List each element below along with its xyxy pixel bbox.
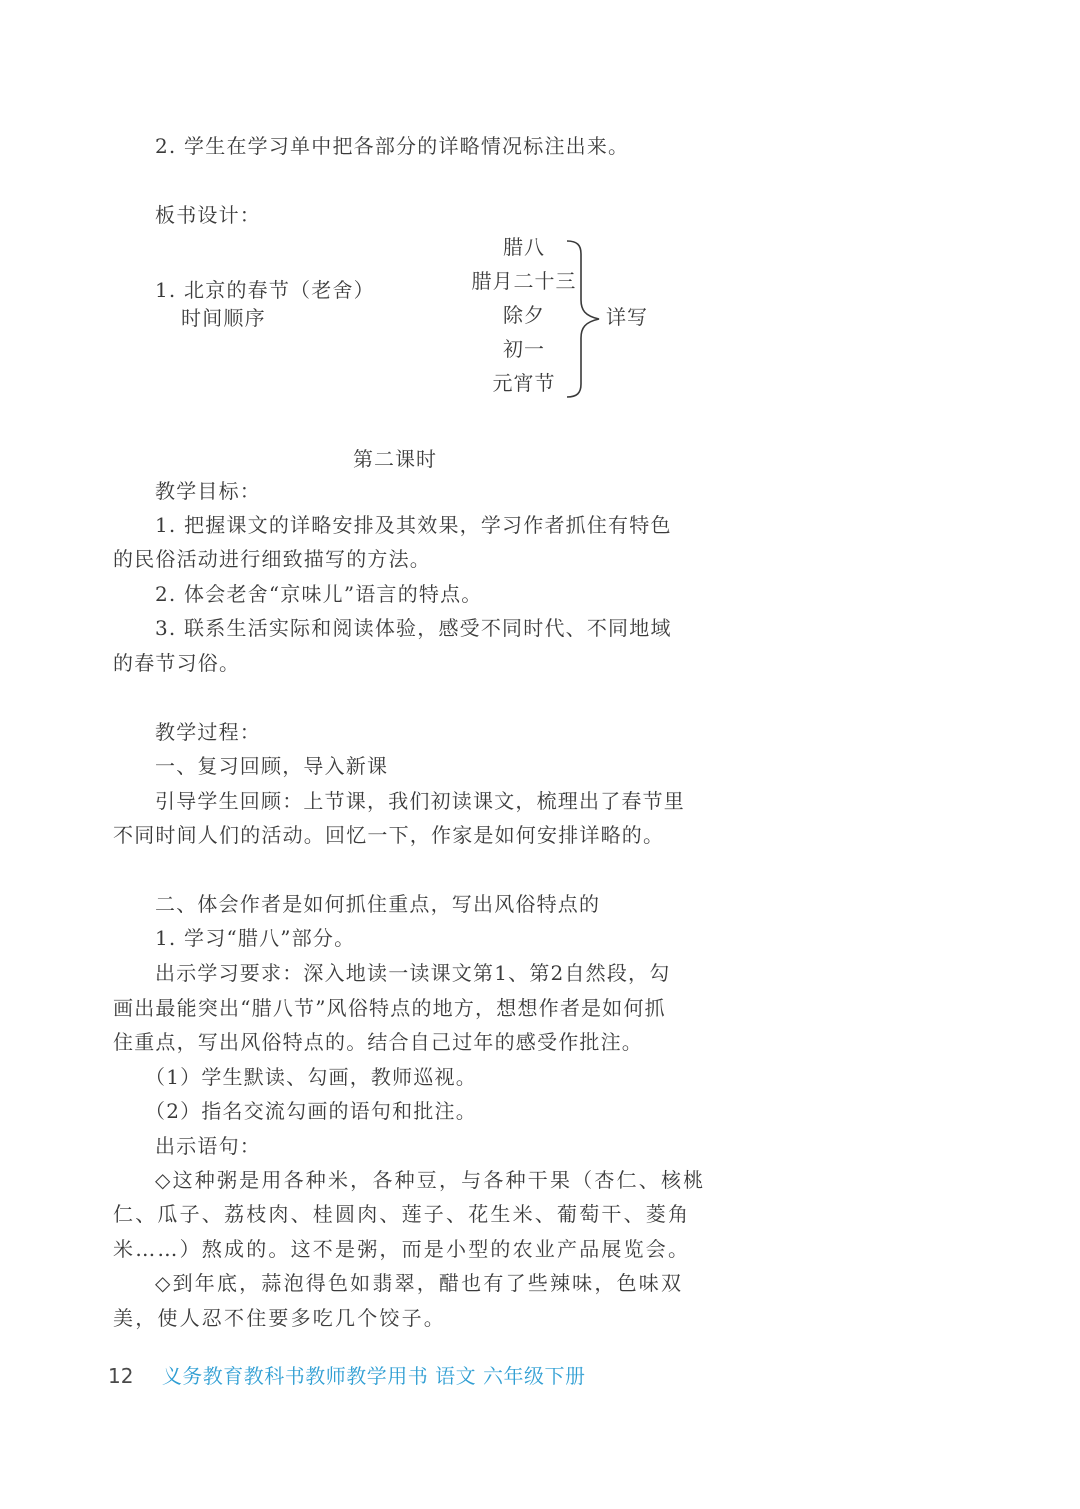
part-1-line-2: 不同时间人们的活动。回忆一下，作家是如何安排详略的。 [113, 823, 665, 847]
requirement-line-1: 出示学习要求：深入地读一读课文第1、第2自然段，勾 [155, 961, 671, 985]
stage-item: 腊月二十三 [471, 269, 577, 293]
requirement-line-3: 住重点，写出风俗特点的。结合自己过年的感受作批注。 [113, 1030, 643, 1054]
board-design-label: 板书设计： [155, 203, 261, 227]
curly-brace-icon [565, 238, 605, 400]
lesson-title: 第二课时 [353, 447, 437, 471]
quote-2-line-1: ◇到年底，蒜泡得色如翡翠，醋也有了些辣味，色味双 [155, 1271, 684, 1295]
step-2-text: 2. 学生在学习单中把各部分的详略情况标注出来。 [155, 134, 630, 158]
stage-item: 初一 [503, 337, 545, 361]
quote-1-line-3: 米……）熬成的。这不是粥，而是小型的农业产品展览会。 [113, 1237, 691, 1261]
quote-1-line-1: ◇这种粥是用各种米，各种豆，与各种干果（杏仁、核桃 [155, 1168, 706, 1192]
goal-3-line-1: 3. 联系生活实际和阅读体验，感受不同时代、不同地域 [155, 616, 672, 640]
stage-list [469, 230, 579, 400]
board-title: 1. 北京的春节（老舍） [155, 278, 375, 302]
stage-item: 元宵节 [492, 371, 556, 395]
quote-1-line-2: 仁、瓜子、荔枝肉、桂圆肉、莲子、花生米、葡萄干、菱角 [113, 1202, 691, 1226]
goal-1-line-2: 的民俗活动进行细致描写的方法。 [113, 547, 431, 571]
requirement-line-2: 画出最能突出“腊八节”风俗特点的地方，想想作者是如何抓 [113, 996, 666, 1020]
stage-item: 腊八 [503, 235, 545, 259]
page-footer [108, 1360, 586, 1389]
page-number: 12 [108, 1364, 134, 1388]
sub-1-heading: 1. 学习“腊八”部分。 [155, 926, 356, 950]
goal-label: 教学目标： [155, 479, 261, 503]
goal-3-line-2: 的春节习俗。 [113, 651, 241, 675]
process-label: 教学过程： [155, 720, 261, 744]
board-subtitle: 时间顺序 [181, 306, 266, 330]
part-2-heading: 二、体会作者是如何抓住重点，写出风俗特点的 [155, 892, 601, 916]
stage-item: 除夕 [503, 303, 545, 327]
detail-label: 详写 [606, 305, 648, 329]
goal-1-line-1: 1. 把握课文的详略安排及其效果，学习作者抓住有特色 [155, 513, 672, 537]
book-title: 义务教育教科书教师教学用书 语文 六年级下册 [161, 1364, 586, 1388]
step-r2: （2）指名交流勾画的语句和批注。 [145, 1099, 477, 1123]
part-1-line-1: 引导学生回顾：上节课，我们初读课文，梳理出了春节里 [155, 789, 685, 813]
show-sentences-label: 出示语句： [155, 1134, 261, 1158]
part-1-heading: 一、复习回顾，导入新课 [155, 754, 389, 778]
quote-2-line-2: 美，使人忍不住要多吃几个饺子。 [113, 1306, 446, 1330]
step-r1: （1）学生默读、勾画，教师巡视。 [145, 1065, 477, 1089]
goal-2: 2. 体会老舍“京味儿”语言的特点。 [155, 582, 483, 606]
